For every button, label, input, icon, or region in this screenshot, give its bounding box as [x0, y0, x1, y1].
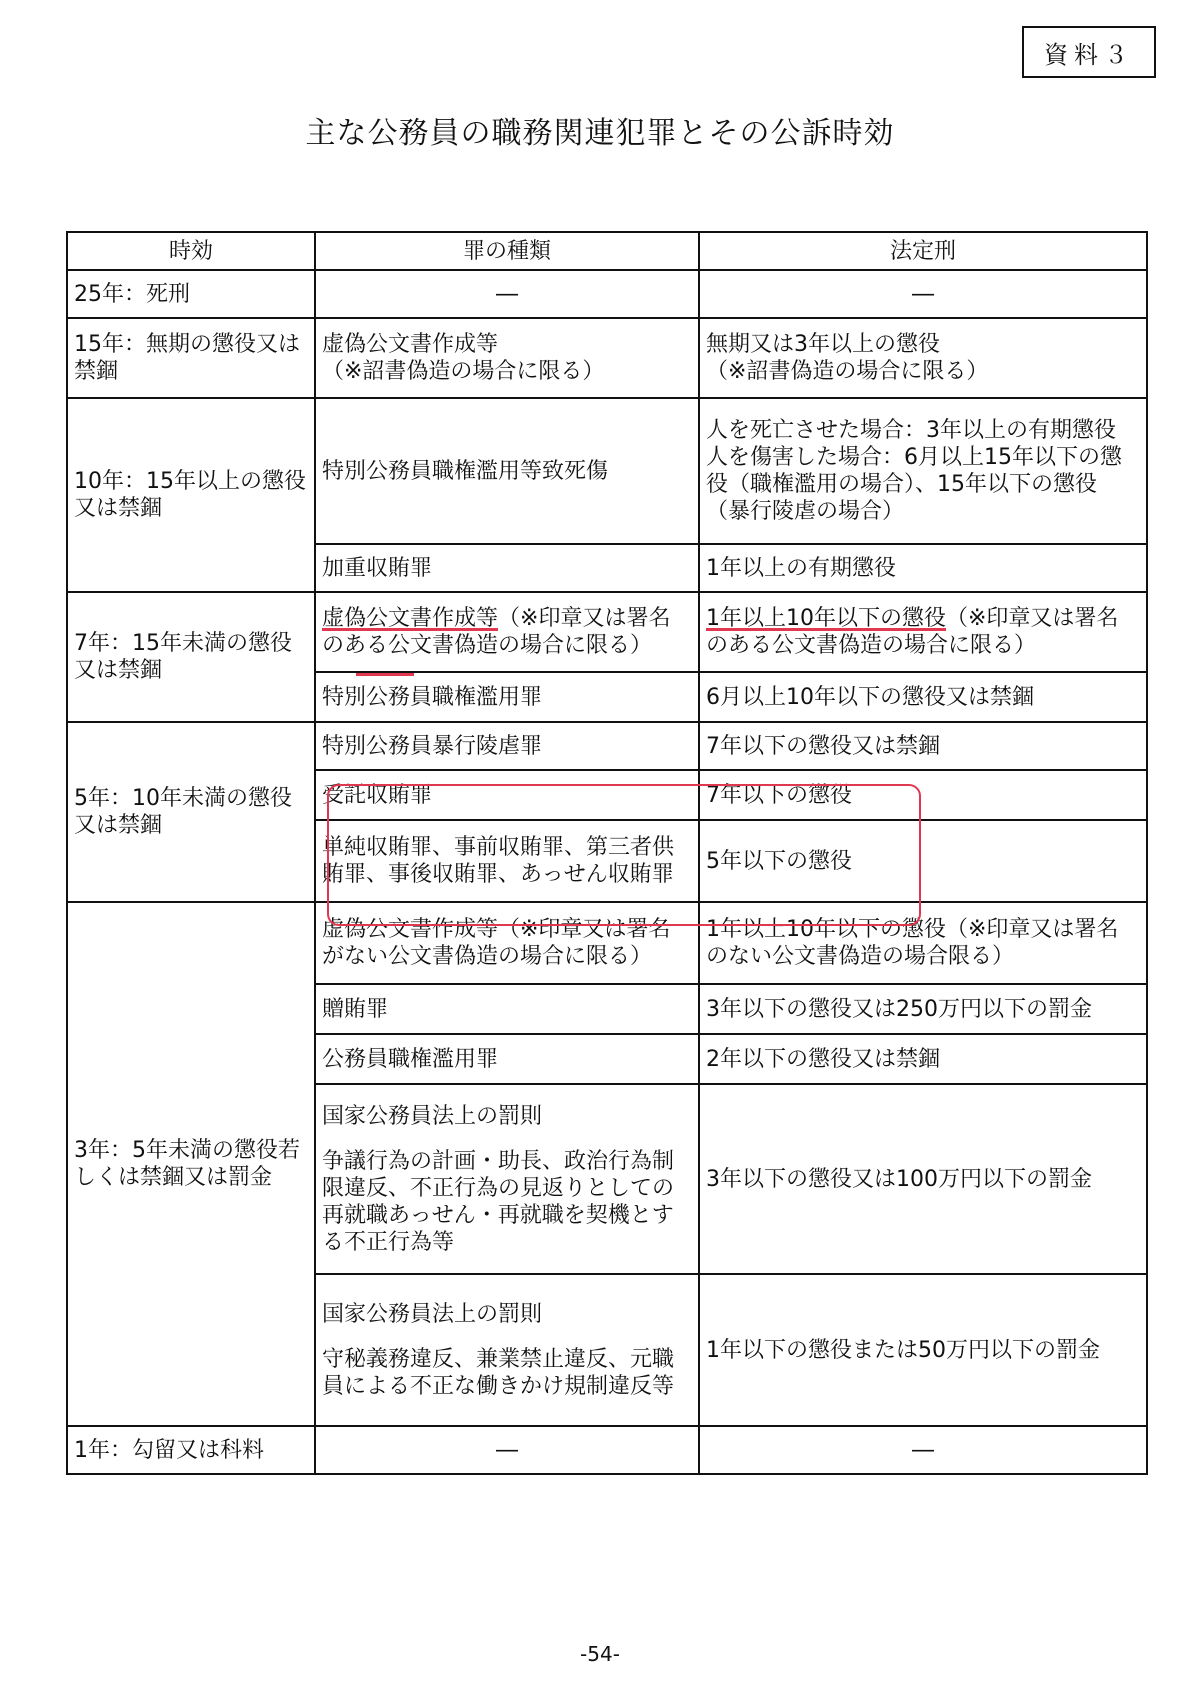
- penalty-cell: ―: [699, 270, 1147, 318]
- table-row: [67, 1426, 1147, 1474]
- limit-cell: 25年：死刑: [67, 270, 315, 318]
- crime-note: （※印章又は署名のある公文書偽造の場合に限る）: [322, 606, 671, 658]
- crime-cell: 特別公務員職権濫用等致死傷: [315, 398, 699, 544]
- penalty-cell: 1年以下の懲役または50万円以下の罰金: [699, 1274, 1147, 1426]
- crime-heading: 国家公務員法上の罰則: [322, 1301, 543, 1327]
- penalty-cell: 1年以上10年以下の懲役（※印章又は署名のない公文書偽造の場合限る）: [699, 902, 1147, 984]
- document-label: 資料３: [1022, 26, 1156, 78]
- page-number: -54-: [580, 1642, 620, 1666]
- limit-cell: 3年：5年未満の懲役若しくは禁錮又は罰金: [67, 902, 315, 1426]
- crime-body: 争議行為の計画・助長、政治行為制限違反、不正行為の見返りとしての再就職あっせん・再就職を契機とする不正行為等: [322, 1148, 675, 1255]
- penalty-cell: 1年以上の有期懲役: [699, 544, 1147, 592]
- crime-cell: [315, 1084, 699, 1274]
- penalty-cell: 7年以下の懲役: [699, 770, 1147, 820]
- underlined-crime-text: 虚偽公文書作成等: [322, 606, 499, 631]
- crime-cell: 加重収賄罪: [315, 544, 699, 592]
- penalty-note: （※印章又は署名のある公文書偽造の場合に限る）: [706, 606, 1119, 658]
- crime-cell: 公務員職権濫用罪: [315, 1034, 699, 1084]
- penalty-cell: 3年以下の懲役又は250万円以下の罰金: [699, 984, 1147, 1034]
- red-underline-mark: [356, 673, 414, 676]
- table-row: [67, 270, 1147, 318]
- crime-cell: 虚偽公文書作成等 （※詔書偽造の場合に限る）: [315, 318, 699, 398]
- bribery-highlight-box: [327, 784, 921, 926]
- page-title: 主な公務員の職務関連犯罪とその公訴時効: [305, 116, 895, 151]
- crime-cell: 単純収賄罪、事前収賄罪、第三者供賄罪、事後収賄罪、あっせん収賄罪: [315, 820, 699, 902]
- table-header-row: [67, 232, 1147, 270]
- penalty-cell: 7年以下の懲役又は禁錮: [699, 722, 1147, 770]
- limit-cell: 1年：勾留又は科料: [67, 1426, 315, 1474]
- limit-cell: 10年：15年以上の懲役又は禁錮: [67, 398, 315, 592]
- crime-cell: ―: [315, 1426, 699, 1474]
- penalty-cell: ―: [699, 1426, 1147, 1474]
- crime-cell: 贈賄罪: [315, 984, 699, 1034]
- penalty-cell: 人を死亡させた場合：3年以上の有期懲役 人を傷害した場合：6月以上15年以下の懲役（職権濫用の場合）、15年以下の懲役（暴行陵虐の場合）: [699, 398, 1147, 544]
- penalty-cell: 3年以下の懲役又は100万円以下の罰金: [699, 1084, 1147, 1274]
- crime-body: 守秘義務違反、兼業禁止違反、元職員による不正な働きかけ規制違反等: [322, 1346, 675, 1399]
- crime-cell: 特別公務員暴行陵虐罪: [315, 722, 699, 770]
- header-limit: 時効: [67, 232, 315, 270]
- table-row: [67, 592, 1147, 672]
- crime-cell: 特別公務員職権濫用罪: [315, 672, 699, 722]
- penalty-cell: 無期又は3年以上の懲役 （※詔書偽造の場合に限る）: [699, 318, 1147, 398]
- crime-cell: ―: [315, 270, 699, 318]
- table-row: [67, 722, 1147, 770]
- penalty-cell: [699, 592, 1147, 672]
- header-penalty: 法定刑: [699, 232, 1147, 270]
- limit-cell: 5年：10年未満の懲役又は禁錮: [67, 722, 315, 902]
- penalty-cell: 2年以下の懲役又は禁錮: [699, 1034, 1147, 1084]
- limit-cell: 15年：無期の懲役又は禁錮: [67, 318, 315, 398]
- limit-cell: 7年：15年未満の懲役又は禁錮: [67, 592, 315, 722]
- crime-cell: [315, 1274, 699, 1426]
- table-row: [67, 398, 1147, 544]
- header-crime: 罪の種類: [315, 232, 699, 270]
- crime-heading: 国家公務員法上の罰則: [322, 1103, 543, 1129]
- crime-cell: 受託収賄罪: [315, 770, 699, 820]
- penalty-cell: 6月以上10年以下の懲役又は禁錮: [699, 672, 1147, 722]
- crime-cell: [315, 592, 699, 672]
- table-row: [67, 318, 1147, 398]
- crime-cell: 虚偽公文書作成等（※印章又は署名がない公文書偽造の場合に限る）: [315, 902, 699, 984]
- penalty-cell: 5年以下の懲役: [699, 820, 1147, 902]
- underlined-penalty-text: 1年以上10年以下の懲役: [706, 606, 946, 631]
